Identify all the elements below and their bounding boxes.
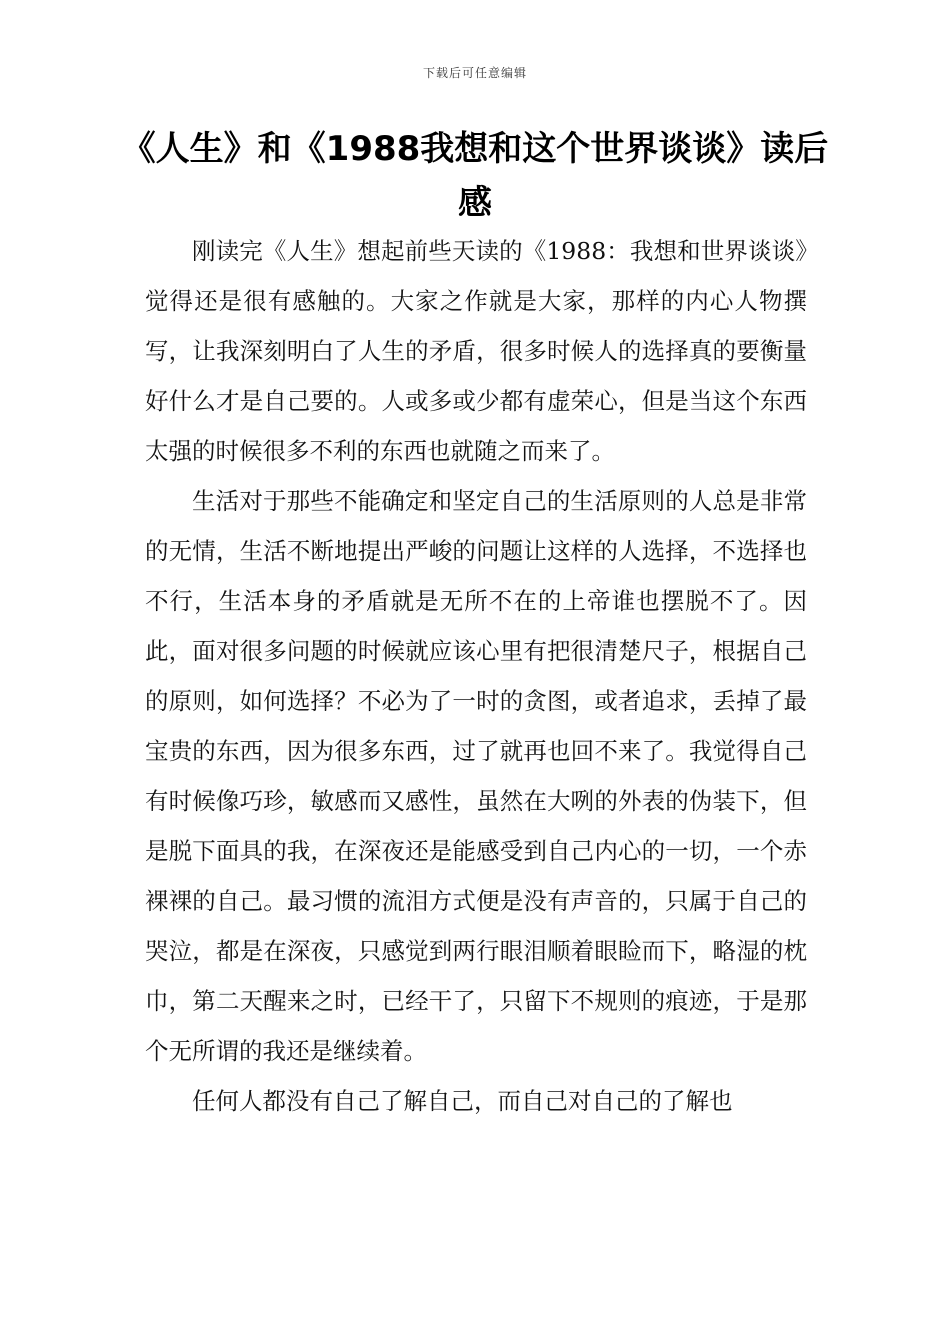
- document-title: 《人生》和《1988我想和这个世界谈谈》读后感: [121, 129, 829, 223]
- paragraph: 任何人都没有自己了解自己，而自己对自己的了解也: [192, 1087, 733, 1115]
- document-body: [145, 226, 807, 1126]
- header-note: 下载后可任意编辑: [422, 66, 527, 80]
- paragraph: 刚读完《人生》想起前些天读的《1988：我想和世界谈谈》觉得还是很有感触的。大家之作就是大家，那样的内心人物撰写，让我深刻明白了人生的矛盾，很多时候人的选择真的要衡量好什么才是自己要的。人或多或少都有虚荣心，但是当这个东西太强的时候很多不利的东西也就随之而来了。: [145, 237, 807, 465]
- paragraph: 生活对于那些不能确定和坚定自己的生活原则的人总是非常的无情，生活不断地提出严峻的问题让这样的人选择，不选择也不行，生活本身的矛盾就是无所不在的上帝谁也摆脱不了。因此，面对很多问题的时候就应该心里有把很清楚尺子，根据自己的原则，如何选择？不必为了一时的贪图，或者追求，丢掉了最宝贵的东西，因为很多东西，过了就再也回不来了。我觉得自己有时候像巧珍，敏感而又感性，虽然在大咧的外表的伪装下，但是脱下面具的我，在深夜还是能感受到自己内心的一切，一个赤裸裸的自己。最习惯的流泪方式便是没有声音的，只属于自己的哭泣，都是在深夜，只感觉到两行眼泪顺着眼睑而下，略湿的枕巾，第二天醒来之时，已经干了，只留下不规则的痕迹，于是那个无所谓的我还是继续着。: [145, 487, 807, 1065]
